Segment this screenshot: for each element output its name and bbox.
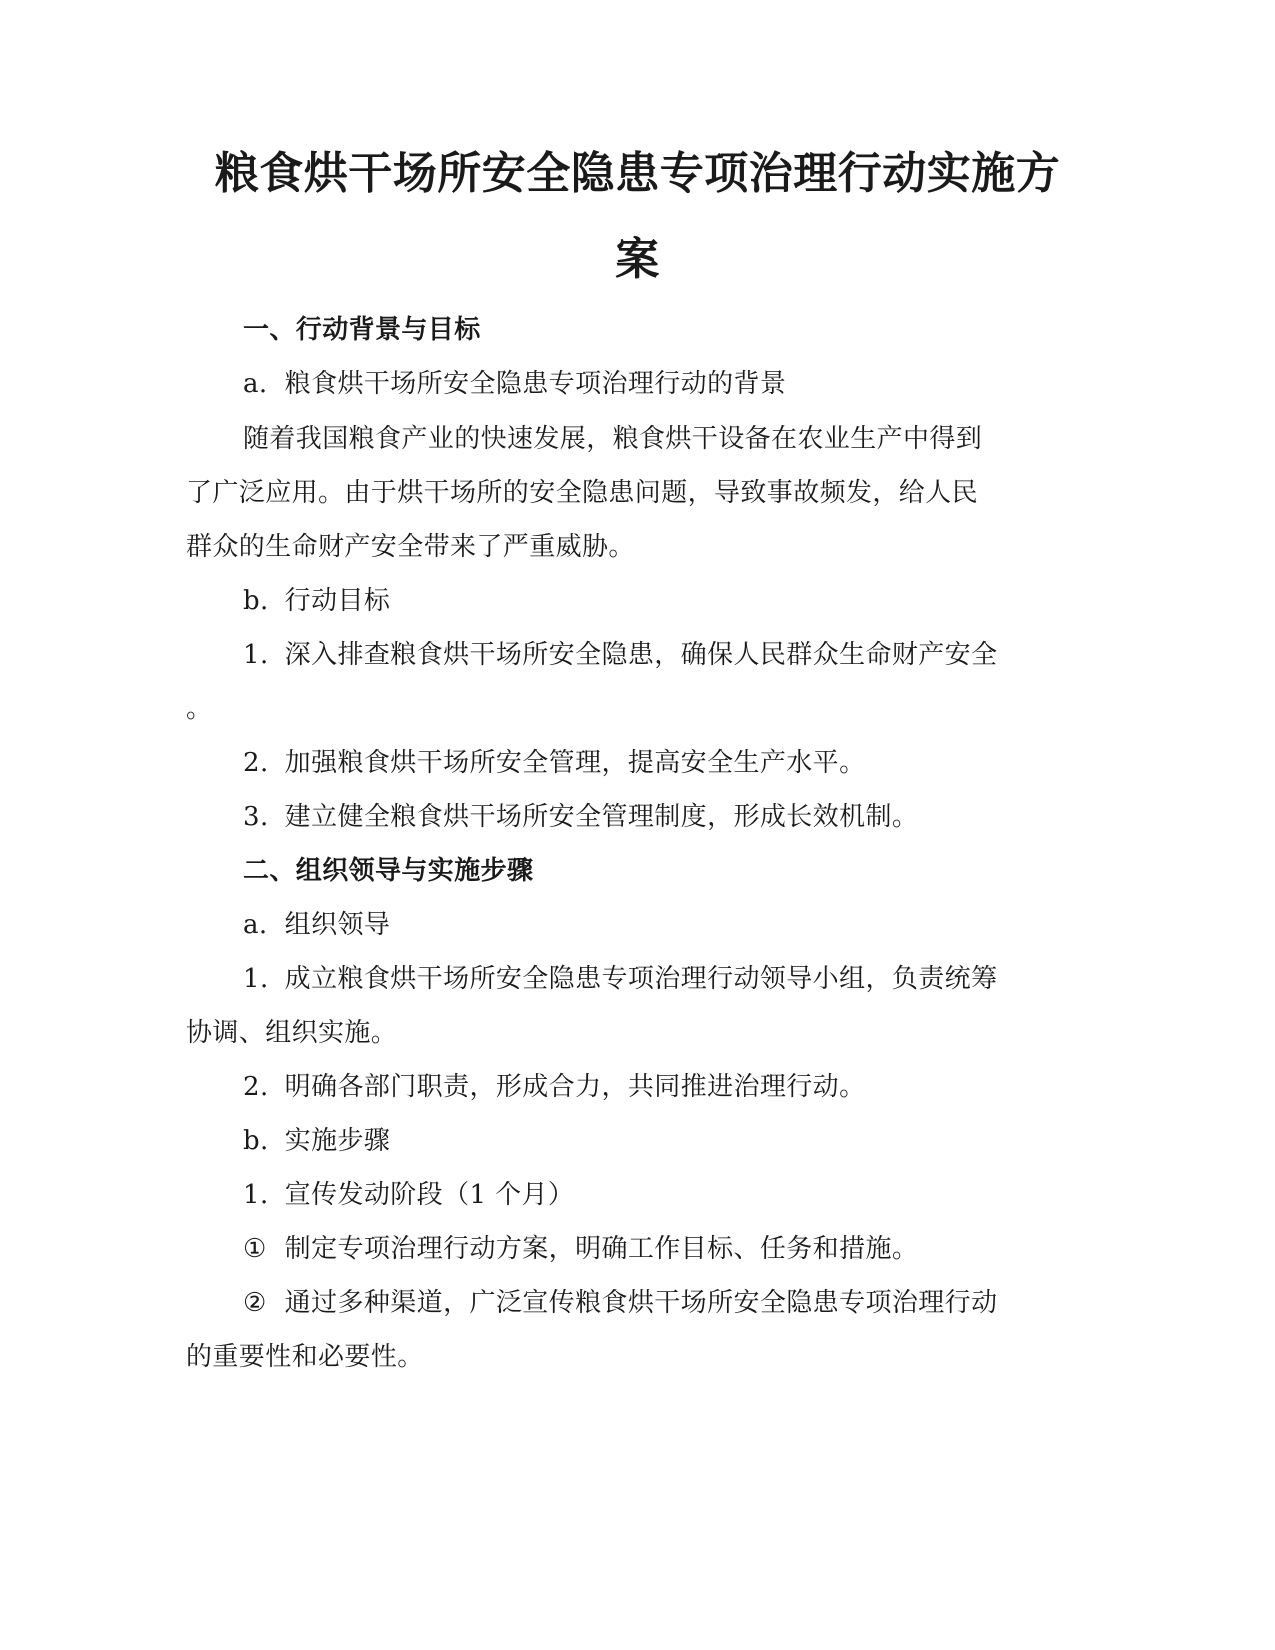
document-title-line-1: 粮食烘干场所安全隐患专项治理行动实施方: [214, 148, 1061, 199]
item-marker: b.: [243, 1126, 269, 1156]
item-label: 粮食烘干场所安全隐患专项治理行动的背景: [284, 369, 787, 399]
goal-item-3: [243, 800, 918, 834]
goal-item-2: [243, 746, 865, 780]
background-paragraph-line-3: 群众的生命财产安全带来了严重威胁。: [186, 532, 635, 562]
section-1-b-item: [243, 584, 390, 618]
org-item-1-continuation: 协调、组织实施。: [186, 1018, 398, 1048]
item-label: 实施步骤: [284, 1126, 391, 1156]
section-2-b-item: [243, 1124, 390, 1158]
section-2-a-item: [243, 908, 390, 942]
item-marker: 3.: [243, 802, 269, 832]
org-item-2: [243, 1070, 865, 1104]
background-paragraph-line-1: 随着我国粮食产业的快速发展，粮食烘干设备在农业生产中得到: [243, 424, 983, 454]
sub-step-1: [243, 1232, 918, 1266]
item-text: 通过多种渠道，广泛宣传粮食烘干场所安全隐患专项治理行动: [284, 1288, 998, 1318]
goal-item-1-continuation: 。: [186, 694, 213, 724]
item-marker: ②: [243, 1288, 267, 1318]
item-label: 行动目标: [284, 586, 391, 616]
background-paragraph-line-2: 了广泛应用。由于烘干场所的安全隐患问题，导致事故频发，给人民: [186, 478, 979, 508]
section-2-heading: 二、组织领导与实施步骤: [243, 856, 534, 886]
sub-step-2-continuation: 的重要性和必要性。: [186, 1342, 424, 1372]
item-text: 宣传发动阶段（1 个月）: [284, 1180, 575, 1210]
item-text: 制定专项治理行动方案，明确工作目标、任务和措施。: [284, 1234, 919, 1264]
item-text: 深入排查粮食烘干场所安全隐患，确保人民群众生命财产安全: [284, 640, 998, 670]
item-marker: ①: [243, 1234, 267, 1264]
goal-item-1: [243, 638, 997, 672]
item-text: 成立粮食烘干场所安全隐患专项治理行动领导小组，负责统筹: [284, 964, 998, 994]
item-text: 明确各部门职责，形成合力，共同推进治理行动。: [284, 1072, 866, 1102]
item-marker: 1.: [243, 1180, 269, 1210]
sub-step-2: [243, 1286, 997, 1320]
item-marker: 2.: [243, 748, 269, 778]
item-marker: a.: [243, 369, 268, 399]
item-text: 建立健全粮食烘干场所安全管理制度，形成长效机制。: [284, 802, 919, 832]
item-marker: 1.: [243, 964, 269, 994]
step-item-1: [243, 1178, 574, 1212]
document-title-line-2: 案: [615, 234, 660, 285]
org-item-1: [243, 962, 997, 996]
item-marker: b.: [243, 586, 269, 616]
item-marker: 2.: [243, 1072, 269, 1102]
item-label: 组织领导: [284, 910, 391, 940]
item-marker: 1.: [243, 640, 269, 670]
item-text: 加强粮食烘干场所安全管理，提高安全生产水平。: [284, 748, 866, 778]
section-1-a-item: [243, 367, 786, 401]
item-marker: a.: [243, 910, 268, 940]
section-1-heading: 一、行动背景与目标: [243, 315, 481, 345]
